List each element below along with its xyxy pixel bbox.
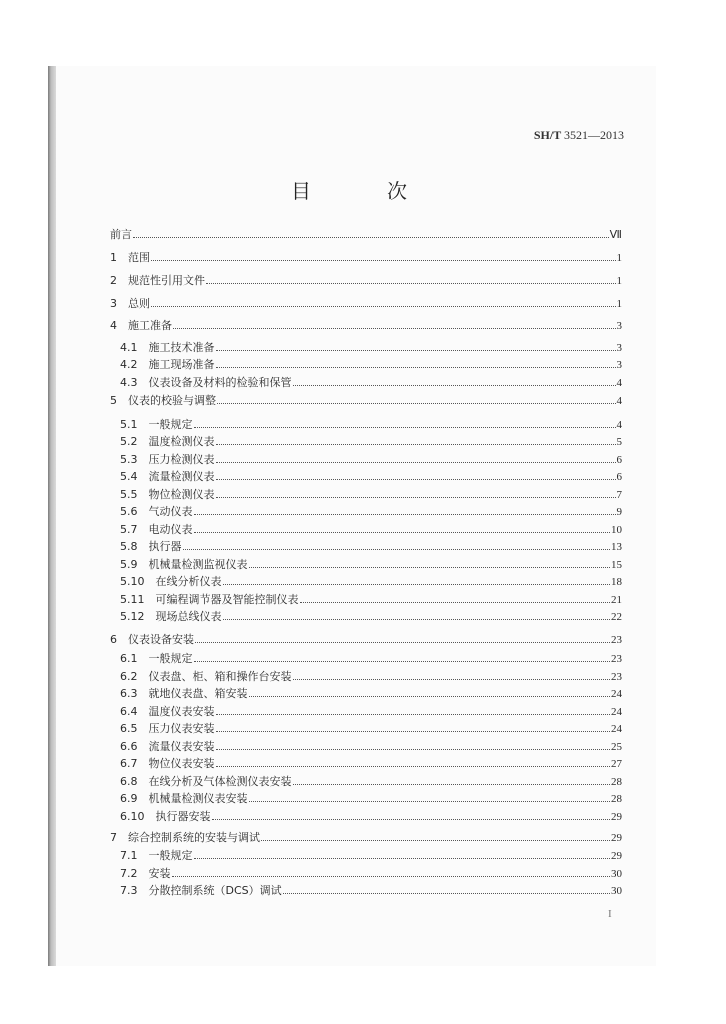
toc-entry-page: 5 <box>616 436 622 448</box>
toc-entry-label: 6.10 执行器安装 <box>120 810 211 823</box>
toc-entry[interactable] <box>110 251 622 265</box>
toc-entry-page: 1 <box>616 298 622 310</box>
toc-entry-label: 6.4 温度仪表安装 <box>120 705 215 718</box>
toc-leader-dots <box>206 275 616 284</box>
toc-entry-label: 5.9 机械量检测监视仪表 <box>120 558 248 571</box>
toc-entry-page: 18 <box>611 576 622 588</box>
toc-entry[interactable] <box>120 705 622 719</box>
toc-leader-dots <box>216 342 616 351</box>
toc-entry[interactable] <box>120 670 622 684</box>
toc-entry-page: 3 <box>616 342 622 354</box>
toc-entry-label: 7.2 安装 <box>120 867 171 880</box>
toc-leader-dots <box>216 489 616 498</box>
toc-entry-label: 5.6 气动仪表 <box>120 505 193 518</box>
toc-entry[interactable] <box>120 687 622 701</box>
toc-entry[interactable] <box>110 831 622 845</box>
toc-entry-label: 6.5 压力仪表安装 <box>120 722 215 735</box>
toc-entry-page: 1 <box>616 275 622 287</box>
toc-leader-dots <box>300 594 611 603</box>
toc-leader-dots <box>216 436 616 445</box>
toc-leader-dots <box>293 671 611 680</box>
toc-entry[interactable] <box>120 341 622 355</box>
toc-entry[interactable] <box>120 722 622 736</box>
toc-entry-label: 5.7 电动仪表 <box>120 523 193 536</box>
toc-entry-page: 23 <box>611 671 622 683</box>
toc-entry[interactable] <box>120 376 622 390</box>
toc-entry-label: 5.5 物位检测仪表 <box>120 488 215 501</box>
toc-entry-page: 13 <box>611 541 622 553</box>
toc-entry-page: Ⅶ <box>609 229 622 241</box>
toc-leader-dots <box>249 559 611 568</box>
toc-entry[interactable] <box>110 274 622 288</box>
toc-entry[interactable] <box>120 652 622 666</box>
toc-leader-dots <box>216 359 616 368</box>
page-folio: I <box>608 908 612 920</box>
toc-entry-label: 6.6 流量仪表安装 <box>120 740 215 753</box>
toc-entry[interactable] <box>120 740 622 754</box>
toc-leader-dots <box>133 229 609 238</box>
toc-entry-page: 9 <box>616 506 622 518</box>
toc-entry-page: 4 <box>616 419 622 431</box>
toc-leader-dots <box>216 471 616 480</box>
toc-leader-dots <box>172 868 611 877</box>
toc-leader-dots <box>216 758 611 767</box>
toc-entry[interactable] <box>120 488 622 502</box>
toc-leader-dots <box>261 832 610 841</box>
standard-number: 3521—2013 <box>564 128 624 142</box>
page-title: 目 次 <box>291 179 435 203</box>
toc-entry-page: 27 <box>611 758 622 770</box>
toc-leader-dots <box>194 506 616 515</box>
toc-entry-label: 7.1 一般规定 <box>120 849 193 862</box>
toc-entry-page: 29 <box>611 811 622 823</box>
toc-leader-dots <box>173 320 616 329</box>
toc-leader-dots <box>293 377 616 386</box>
toc-entry[interactable] <box>120 757 622 771</box>
toc-entry-label: 5.4 流量检测仪表 <box>120 470 215 483</box>
toc-entry[interactable] <box>120 849 622 863</box>
toc-entry-page: 30 <box>611 868 622 880</box>
toc-entry[interactable] <box>120 810 622 824</box>
toc-entry-page: 15 <box>611 559 622 571</box>
toc-entry[interactable] <box>110 394 622 408</box>
toc-entry-label: 5.1 一般规定 <box>120 418 193 431</box>
toc-entry-page: 28 <box>611 793 622 805</box>
toc-entry-page: 4 <box>616 377 622 389</box>
toc-leader-dots <box>249 688 611 697</box>
toc-entry-page: 22 <box>611 611 622 623</box>
toc-entry-page: 30 <box>611 885 622 897</box>
toc-leader-dots <box>212 811 611 820</box>
toc-entry-label: 前言 <box>110 228 132 241</box>
toc-entry-label: 4 施工准备 <box>110 319 172 332</box>
toc-entry-page: 23 <box>611 653 622 665</box>
toc-entry-label: 1 范围 <box>110 251 150 264</box>
toc-leader-dots <box>194 419 616 428</box>
toc-entry[interactable] <box>120 505 622 519</box>
toc-leader-dots <box>249 793 611 802</box>
toc-entry[interactable] <box>120 593 622 607</box>
toc-leader-dots <box>216 454 616 463</box>
toc-entry-page: 6 <box>616 454 622 466</box>
toc-entry-label: 4.3 仪表设备及材料的检验和保管 <box>120 376 292 389</box>
toc-leader-dots <box>216 723 611 732</box>
toc-entry-label: 4.2 施工现场准备 <box>120 358 215 371</box>
toc-entry[interactable] <box>120 867 622 881</box>
toc-entry-label: 5.8 执行器 <box>120 540 182 553</box>
toc-entry-label: 7 综合控制系统的安装与调试 <box>110 831 260 844</box>
toc-leader-dots <box>283 885 610 894</box>
standard-code <box>534 128 624 143</box>
toc-entry-label: 6.8 在线分析及气体检测仪表安装 <box>120 775 292 788</box>
toc-entry-page: 4 <box>616 395 622 407</box>
toc-leader-dots <box>183 541 611 550</box>
standard-prefix: SH/T <box>533 128 561 142</box>
toc-leader-dots <box>194 524 611 533</box>
toc-entry-label: 5.3 压力检测仪表 <box>120 453 215 466</box>
toc-entry[interactable] <box>120 575 622 589</box>
toc-entry-label: 6.9 机械量检测仪表安装 <box>120 792 248 805</box>
toc-entry[interactable] <box>120 418 622 432</box>
toc-leader-dots <box>293 776 611 785</box>
toc-entry-label: 5.11 可编程调节器及智能控制仪表 <box>120 593 299 606</box>
toc-entry[interactable] <box>110 319 622 333</box>
toc-entry-label: 6.2 仪表盘、柜、箱和操作台安装 <box>120 670 292 683</box>
toc-entry[interactable] <box>120 453 622 467</box>
toc-leader-dots <box>194 653 611 662</box>
toc-leader-dots <box>151 298 616 307</box>
toc-entry-label: 5.10 在线分析仪表 <box>120 575 222 588</box>
toc-entry[interactable] <box>120 523 622 537</box>
toc-entry[interactable] <box>120 540 622 554</box>
toc-entry[interactable] <box>120 792 622 806</box>
toc-entry[interactable] <box>120 775 622 789</box>
toc-entry-label: 4.1 施工技术准备 <box>120 341 215 354</box>
toc-entry-label: 6 仪表设备安装 <box>110 633 194 646</box>
toc-entry-page: 24 <box>611 723 622 735</box>
toc-entry[interactable] <box>120 884 622 898</box>
toc-entry[interactable] <box>120 470 622 484</box>
toc-entry-page: 10 <box>611 524 622 536</box>
toc-entry-page: 24 <box>611 706 622 718</box>
toc-entry-page: 6 <box>616 471 622 483</box>
toc-entry-page: 29 <box>611 832 622 844</box>
toc-entry-page: 28 <box>611 776 622 788</box>
toc-entry[interactable] <box>110 633 622 647</box>
toc-entry-label: 3 总则 <box>110 297 150 310</box>
toc-entry-page: 3 <box>616 359 622 371</box>
toc-entry-page: 24 <box>611 688 622 700</box>
toc-entry-page: 21 <box>611 594 622 606</box>
toc-leader-dots <box>195 634 610 643</box>
toc-entry-page: 29 <box>611 850 622 862</box>
toc-entry-page: 7 <box>616 489 622 501</box>
toc-entry-page: 3 <box>616 320 622 332</box>
toc-entry-label: 6.1 一般规定 <box>120 652 193 665</box>
toc-entry-label: 6.7 物位仪表安装 <box>120 757 215 770</box>
toc-entry-label: 6.3 就地仪表盘、箱安装 <box>120 687 248 700</box>
toc-entry[interactable] <box>120 558 622 572</box>
toc-entry-label: 7.3 分散控制系统（DCS）调试 <box>120 884 282 897</box>
toc-entry-page: 1 <box>616 252 622 264</box>
toc-entry[interactable] <box>110 297 622 311</box>
toc-leader-dots <box>194 850 611 859</box>
toc-entry[interactable] <box>120 358 622 372</box>
toc-entry-page: 23 <box>611 634 622 646</box>
toc-entry-label: 5.2 温度检测仪表 <box>120 435 215 448</box>
toc-entry[interactable] <box>120 435 622 449</box>
toc-leader-dots <box>216 741 611 750</box>
toc-leader-dots <box>217 395 616 404</box>
toc-leader-dots <box>223 611 611 620</box>
toc-leader-dots <box>216 706 611 715</box>
toc-entry-label: 5 仪表的校验与调整 <box>110 394 216 407</box>
toc-entry[interactable] <box>110 228 622 242</box>
toc-leader-dots <box>223 576 611 585</box>
toc-entry-page: 25 <box>611 741 622 753</box>
toc-entry[interactable] <box>120 610 622 624</box>
toc-entry-label: 5.12 现场总线仪表 <box>120 610 222 623</box>
toc-leader-dots <box>151 252 616 261</box>
toc-entry-label: 2 规范性引用文件 <box>110 274 205 287</box>
